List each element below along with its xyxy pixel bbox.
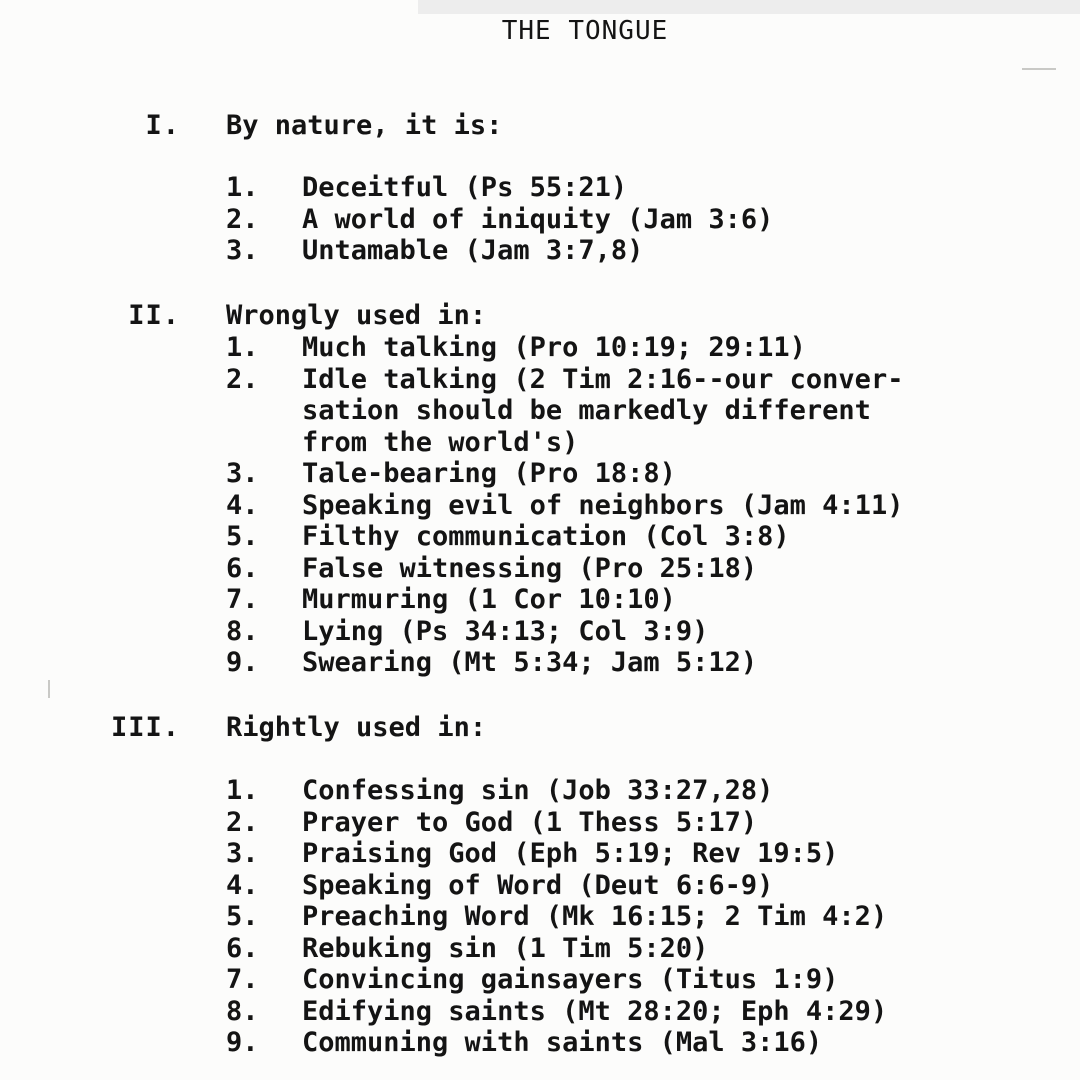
list-item — [226, 964, 1066, 996]
item-number: 5. — [226, 901, 259, 932]
item-text: False witnessing (Pro 25:18) — [302, 552, 758, 584]
item-number: 2. — [226, 363, 259, 395]
list-item — [226, 490, 1066, 522]
list-item — [226, 172, 1066, 204]
item-number: 2. — [226, 806, 259, 838]
list-item — [226, 838, 1066, 870]
list-item — [226, 870, 1066, 902]
list-item — [226, 933, 1066, 965]
list-item — [226, 235, 1066, 267]
list-item — [226, 553, 1066, 585]
section-heading: By nature, it is: — [226, 110, 503, 141]
item-text: Lying (Ps 34:13; Col 3:9) — [302, 615, 709, 647]
item-number: 6. — [226, 932, 259, 964]
section-heading: Rightly used in: — [226, 712, 487, 743]
list-item — [226, 775, 1066, 807]
item-number: 1. — [226, 775, 259, 806]
item-number: 5. — [226, 521, 259, 552]
item-number: 3. — [226, 838, 259, 869]
item-number: 8. — [226, 995, 259, 1027]
item-number: 7. — [226, 584, 259, 615]
item-number: 9. — [226, 647, 259, 678]
list-item — [226, 1027, 1066, 1059]
item-number: 8. — [226, 615, 259, 647]
section-numeral: I. — [145, 110, 180, 141]
item-number: 2. — [226, 203, 259, 235]
list-item — [226, 996, 1066, 1028]
list-item — [226, 332, 1066, 364]
item-text: Edifying saints (Mt 28:20; Eph 4:29) — [302, 995, 888, 1027]
item-text: Rebuking sin (1 Tim 5:20) — [302, 932, 709, 964]
item-number: 4. — [226, 489, 259, 521]
item-text: Speaking evil of neighbors (Jam 4:11) — [302, 489, 904, 521]
item-text: Swearing (Mt 5:34; Jam 5:12) — [302, 647, 758, 678]
list-item — [226, 616, 1066, 648]
section-list — [226, 775, 1066, 1059]
item-text: Prayer to God (1 Thess 5:17) — [302, 806, 758, 838]
section-numeral: II. — [128, 300, 180, 331]
item-number: 9. — [226, 1027, 259, 1058]
item-text: Idle talking (2 Tim 2:16--our conver- sation should be markedly different from the world's) — [302, 363, 904, 458]
item-text: Confessing sin (Job 33:27,28) — [302, 775, 774, 806]
list-item — [226, 647, 1066, 679]
item-text: Deceitful (Ps 55:21) — [302, 172, 628, 203]
list-item — [226, 364, 1066, 459]
section-heading: Wrongly used in: — [226, 300, 487, 331]
item-number: 6. — [226, 552, 259, 584]
paper-speck — [48, 680, 50, 698]
list-item — [226, 807, 1066, 839]
item-number: 3. — [226, 458, 259, 489]
item-text: Untamable (Jam 3:7,8) — [302, 235, 644, 266]
item-text: Speaking of Word (Deut 6:6-9) — [302, 869, 774, 901]
section-numeral: III. — [110, 712, 180, 743]
item-text: A world of iniquity (Jam 3:6) — [302, 203, 774, 235]
list-item — [226, 521, 1066, 553]
item-text: Filthy communication (Col 3:8) — [302, 521, 790, 552]
item-number: 1. — [226, 332, 259, 363]
item-text: Convincing gainsayers (Titus 1:9) — [302, 964, 839, 995]
item-number: 4. — [226, 869, 259, 901]
item-text: Praising God (Eph 5:19; Rev 19:5) — [302, 838, 839, 869]
list-item — [226, 204, 1066, 236]
paper-speck — [1022, 68, 1056, 70]
list-item — [226, 901, 1066, 933]
item-text: Much talking (Pro 10:19; 29:11) — [302, 332, 806, 363]
item-text: Tale-bearing (Pro 18:8) — [302, 458, 676, 489]
document-title: THE TONGUE — [501, 16, 669, 46]
list-item — [226, 458, 1066, 490]
item-number: 3. — [226, 235, 259, 266]
item-text: Preaching Word (Mk 16:15; 2 Tim 4:2) — [302, 901, 888, 932]
section-list — [226, 332, 1066, 679]
item-number: 1. — [226, 172, 259, 203]
item-number: 7. — [226, 964, 259, 995]
item-text: Communing with saints (Mal 3:16) — [302, 1027, 823, 1058]
top-edge-shadow — [418, 0, 1080, 14]
list-item — [226, 584, 1066, 616]
item-text: Murmuring (1 Cor 10:10) — [302, 584, 676, 615]
section-list — [226, 172, 1066, 267]
